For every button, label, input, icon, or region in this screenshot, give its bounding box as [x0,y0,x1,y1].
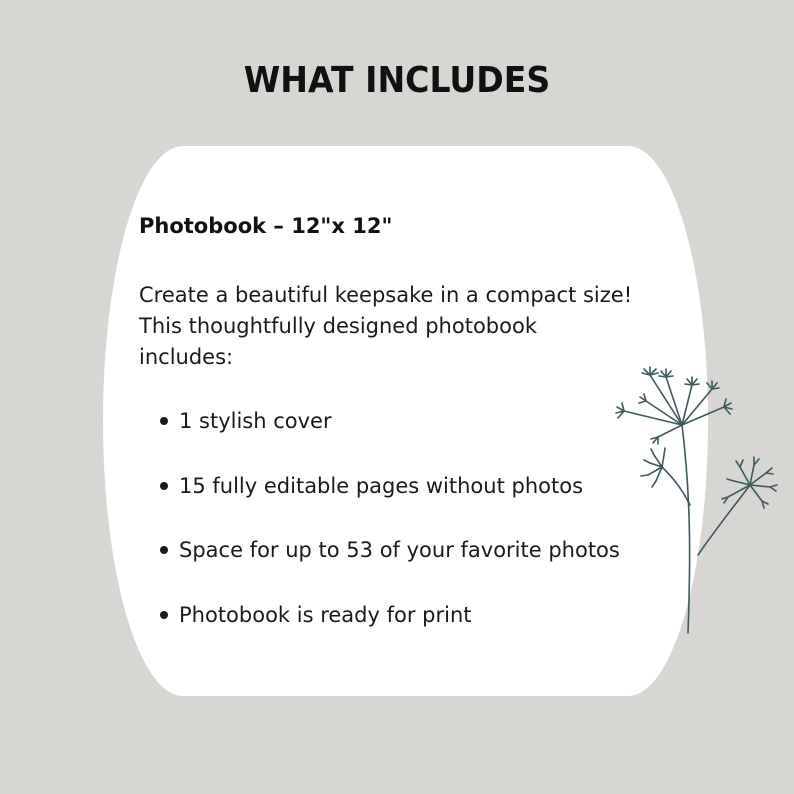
page-heading: WHAT INCLUDES [243,60,551,101]
intro-line-3: includes: [139,345,234,369]
feature-label: Space for up to 53 of your favorite photos [179,538,620,562]
feature-label: Photobook is ready for print [179,602,472,627]
intro-line-1: Create a beautiful keepsake in a compact size! [139,283,633,307]
bullet-icon [160,482,168,490]
feature-label: 15 fully editable pages without photos [179,473,584,498]
intro-text [139,280,679,373]
product-title: Photobook – 12"x 12" [139,214,393,238]
feature-item [160,406,620,471]
feature-list [160,406,620,664]
bullet-icon [160,546,168,554]
bullet-icon [160,611,168,619]
dill-flower-icon [600,355,790,645]
bullet-icon [160,417,168,425]
feature-item [160,471,620,536]
feature-label: 1 stylish cover [179,409,332,433]
feature-item [160,535,620,600]
intro-line-2: This thoughtfully designed photobook [139,314,537,338]
feature-item [160,600,620,665]
